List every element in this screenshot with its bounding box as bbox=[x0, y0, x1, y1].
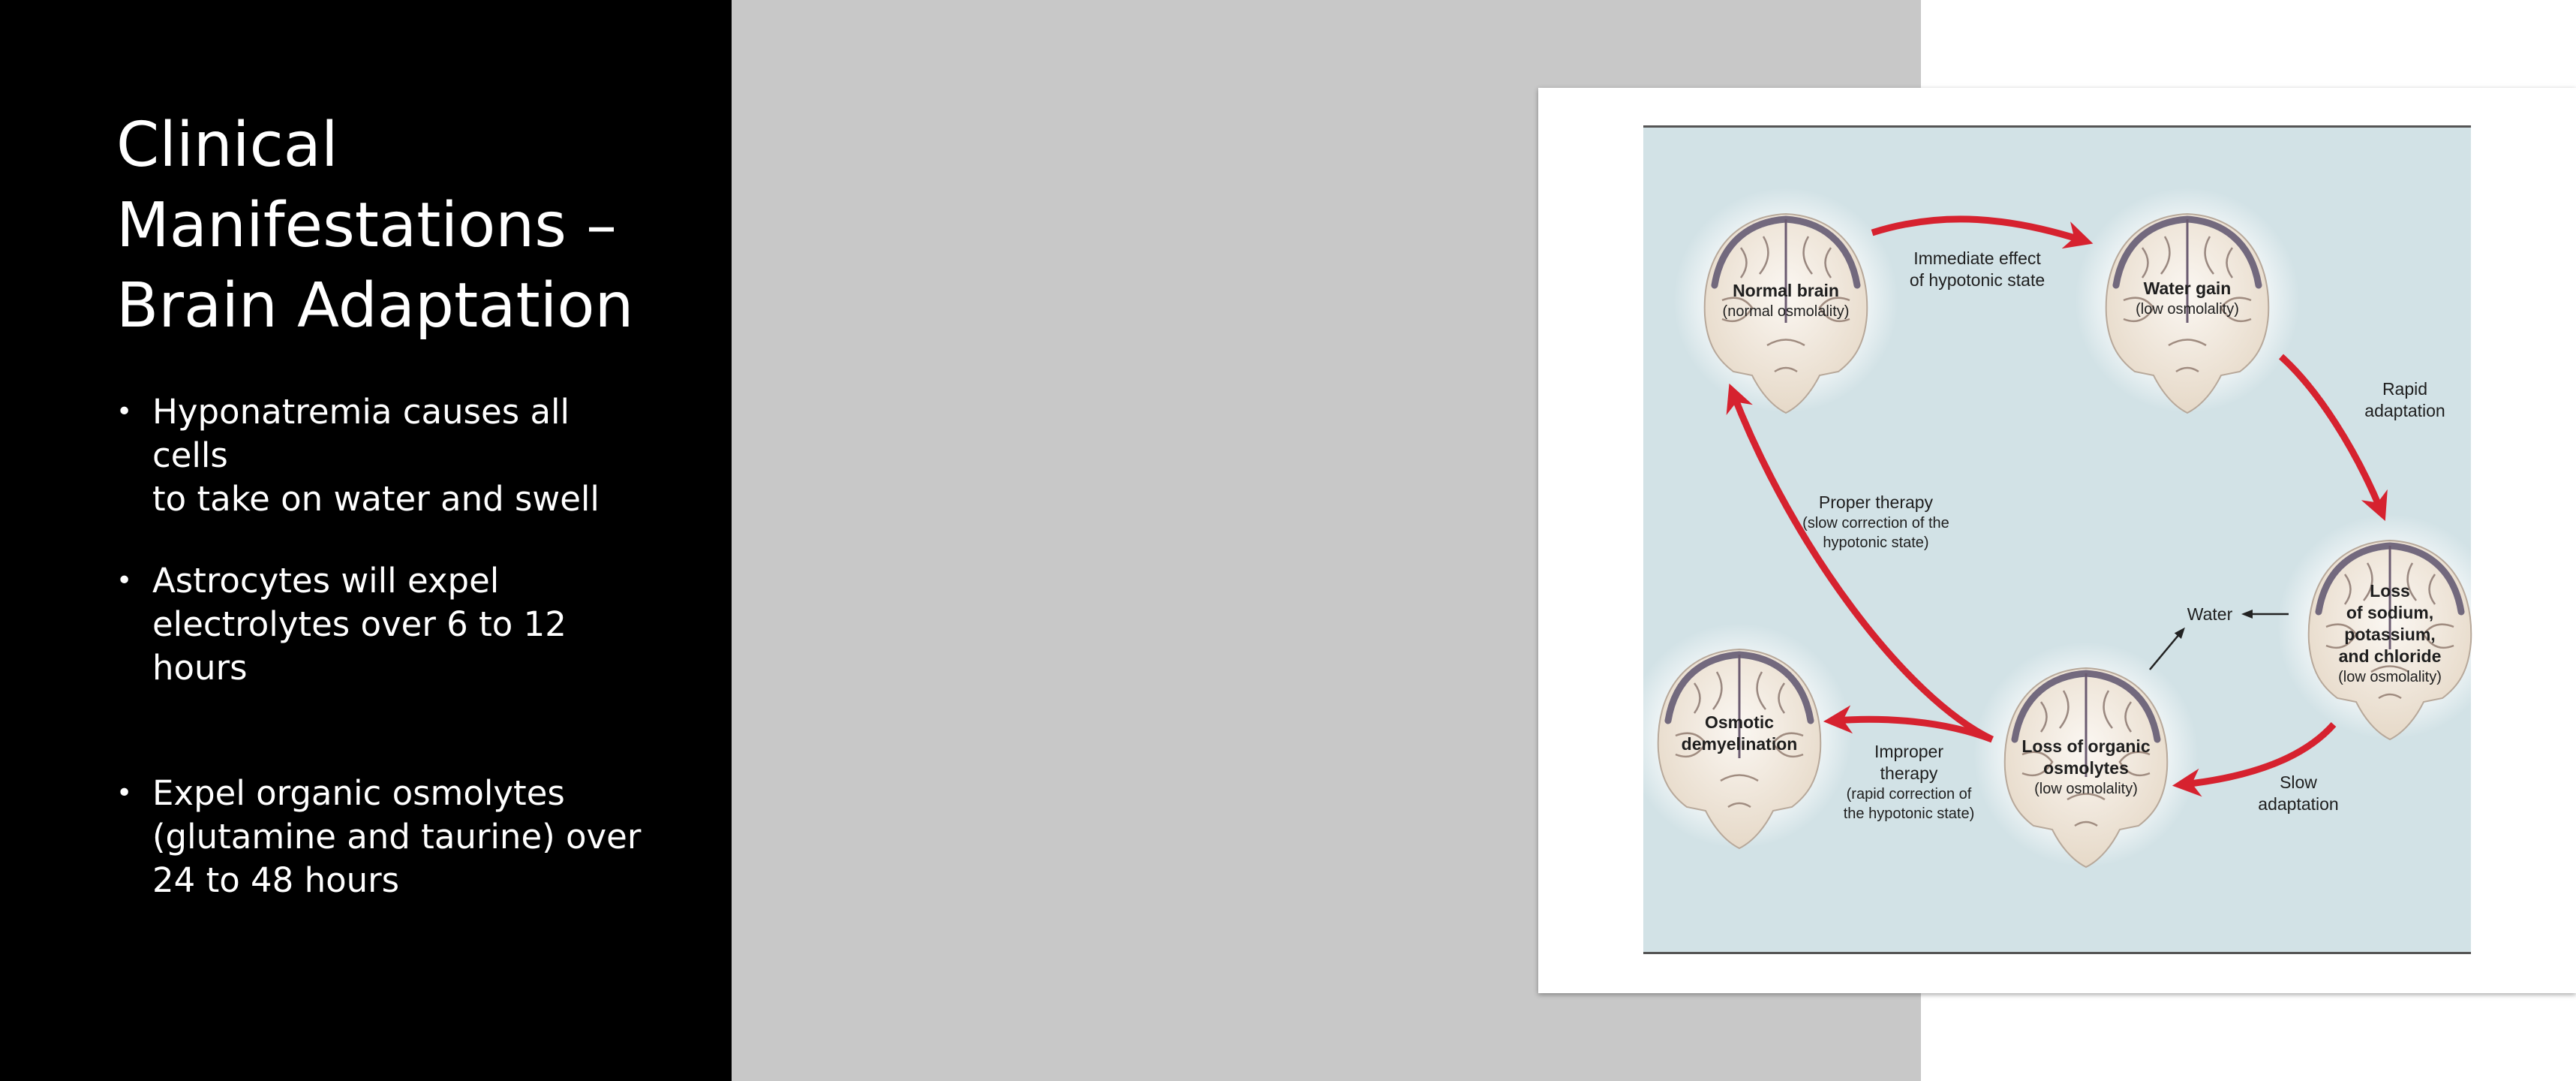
title-line: Brain Adaptation bbox=[116, 270, 634, 342]
label-loss-organic-osmolality: (low osmolality) bbox=[2034, 781, 2138, 797]
bullet-text bbox=[152, 772, 641, 902]
label-proper-sub-line: hypotonic state) bbox=[1823, 534, 1929, 551]
image-panel bbox=[732, 0, 2445, 1081]
label-proper-sub-line: (slow correction of the bbox=[1802, 515, 1949, 531]
bullet-line: Astrocytes will expel bbox=[152, 561, 500, 601]
bullet-text bbox=[152, 559, 567, 690]
title-line: Manifestations – bbox=[116, 190, 618, 261]
bullet-line: hours bbox=[152, 648, 248, 688]
label-rapid-line: Rapid bbox=[2382, 379, 2428, 399]
label-loss-organic-line: osmolytes bbox=[2043, 758, 2129, 778]
title-line: Clinical bbox=[116, 110, 338, 181]
brain-water-gain-icon bbox=[2075, 188, 2300, 413]
label-improper-sub-line: (rapid correction of bbox=[1846, 786, 1972, 802]
label-loss-organic-line: Loss of organic bbox=[2021, 736, 2151, 756]
bullet-line: Hyponatremia causes all cells bbox=[152, 392, 570, 475]
label-rapid-line: adaptation bbox=[2364, 401, 2445, 420]
label-proper-therapy: Proper therapy bbox=[1818, 492, 1934, 512]
bullet-item bbox=[116, 559, 642, 690]
bullet-item bbox=[116, 772, 642, 902]
label-improper-line: Improper bbox=[1874, 742, 1944, 761]
label-improper-line: therapy bbox=[1880, 763, 1938, 783]
label-water-gain: Water gain bbox=[2143, 279, 2232, 298]
brain-adaptation-diagram bbox=[1643, 125, 2471, 954]
label-improper-sub-line: the hypotonic state) bbox=[1843, 805, 1975, 822]
bullet-dot-icon: • bbox=[116, 778, 133, 808]
diagram-canvas bbox=[1643, 128, 2471, 952]
label-loss-line: and chloride bbox=[2338, 646, 2442, 666]
bullet-text bbox=[152, 390, 642, 521]
bullet-line: to take on water and swell bbox=[152, 479, 600, 519]
text-panel bbox=[0, 0, 732, 1081]
bullet-line: 24 to 48 hours bbox=[152, 860, 400, 900]
label-immediate-line: Immediate effect bbox=[1913, 248, 2041, 268]
label-slow-line: Slow bbox=[2280, 772, 2317, 792]
bullet-dot-icon: • bbox=[116, 565, 133, 596]
bullet-item bbox=[116, 390, 642, 521]
label-water: Water bbox=[2187, 604, 2233, 624]
bullet-line: Expel organic osmolytes bbox=[152, 773, 565, 813]
label-loss-osmolality: (low osmolality) bbox=[2338, 669, 2442, 685]
label-demyelination-line: demyelination bbox=[1681, 734, 1798, 754]
brain-normal-icon bbox=[1673, 188, 1898, 413]
label-normal-brain: Normal brain bbox=[1733, 281, 1839, 300]
label-immediate-line: of hypotonic state bbox=[1909, 270, 2045, 290]
label-loss-line: of sodium, bbox=[2346, 603, 2434, 622]
bullet-line: (glutamine and taurine) over bbox=[152, 817, 642, 857]
label-water-gain-osmolality: (low osmolality) bbox=[2136, 301, 2239, 318]
label-loss-line: potassium, bbox=[2344, 625, 2436, 644]
label-slow-line: adaptation bbox=[2258, 794, 2339, 814]
slide-title bbox=[116, 105, 687, 346]
bullet-dot-icon: • bbox=[116, 396, 133, 427]
label-loss-line: Loss bbox=[2370, 581, 2410, 601]
label-normal-osmolality: (normal osmolality) bbox=[1722, 303, 1850, 320]
label-demyelination-line: Osmotic bbox=[1704, 712, 1775, 732]
bullet-line: electrolytes over 6 to 12 bbox=[152, 604, 567, 644]
figure-frame bbox=[1538, 88, 2576, 993]
